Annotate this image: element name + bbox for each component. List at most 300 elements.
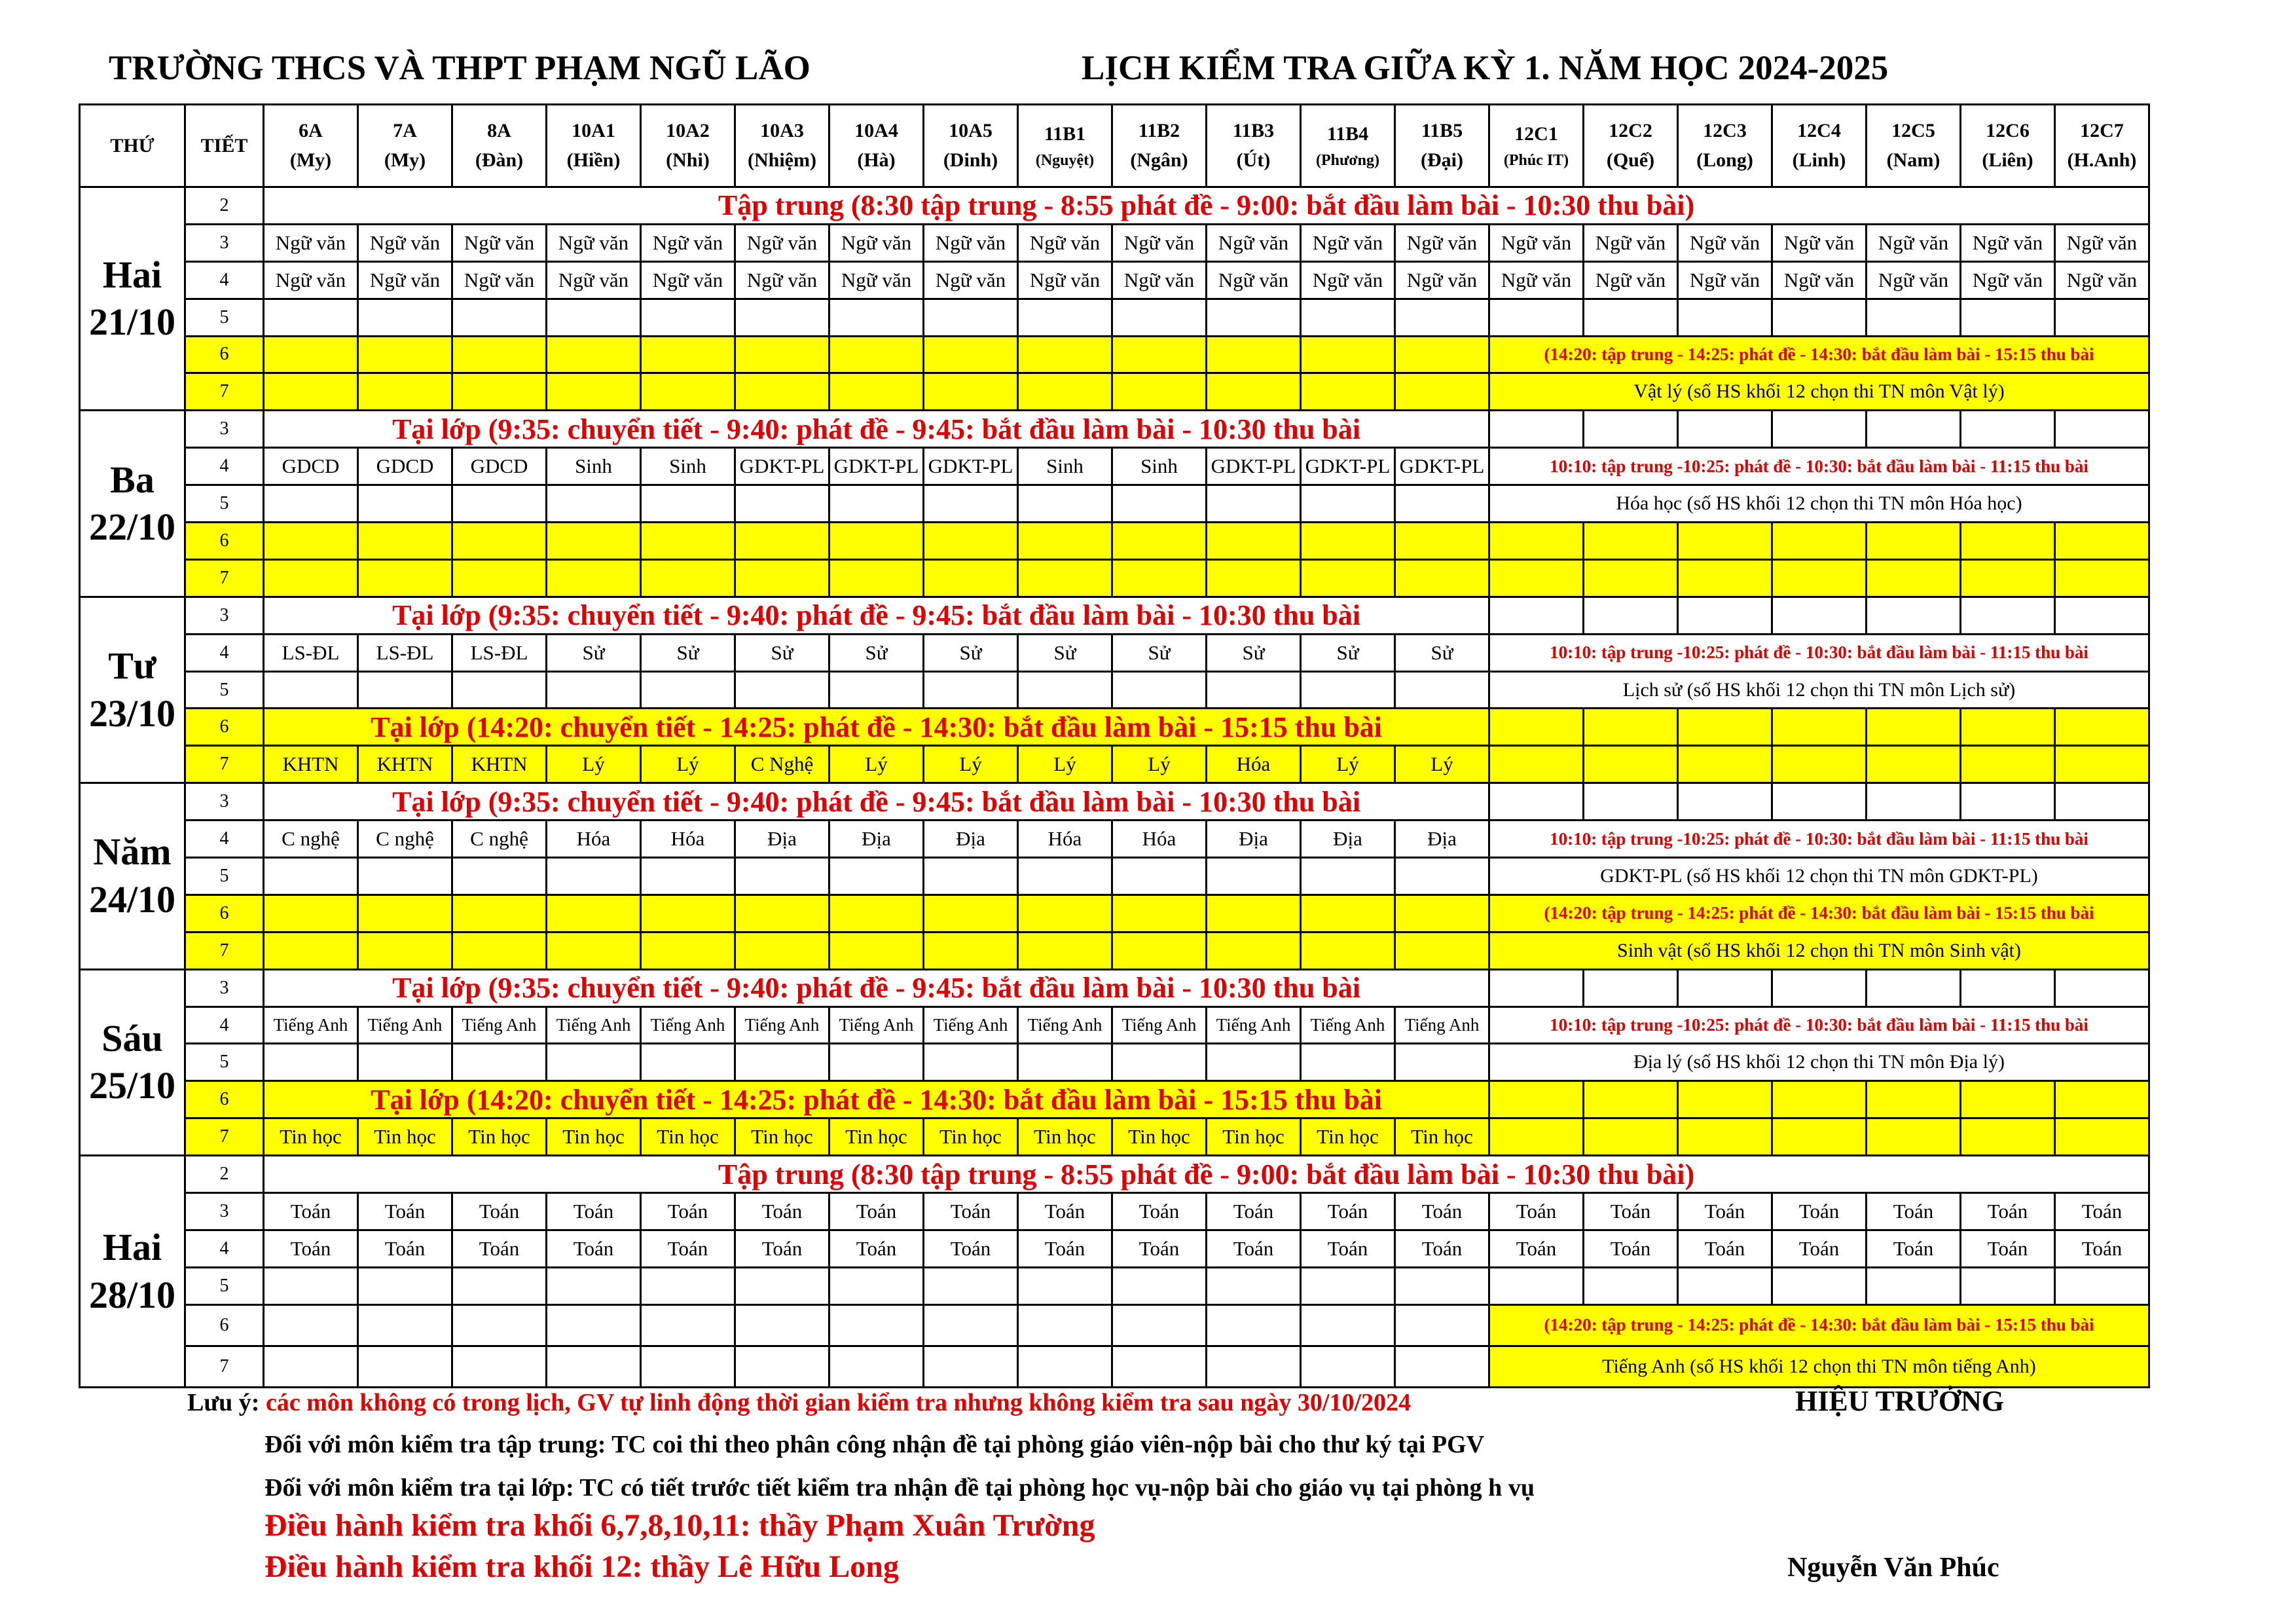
period-row <box>80 746 2149 783</box>
subject-cell: GDCD <box>358 448 452 485</box>
subject-cell <box>358 1267 452 1304</box>
subject-cell <box>735 336 829 373</box>
subject-cell <box>358 336 452 373</box>
subject-cell <box>1772 1081 1867 1118</box>
subject-cell: Lý <box>1301 746 1395 783</box>
class-header <box>452 105 547 187</box>
subject-cell <box>735 1346 829 1387</box>
period-row <box>80 187 2149 224</box>
subject-cell <box>1489 1267 1584 1304</box>
class-name: 11B4 <box>1326 122 1369 145</box>
subject-cell <box>924 1304 1018 1346</box>
subject-cell <box>1395 485 1489 523</box>
subject-cell <box>1961 709 2055 746</box>
subject-cell <box>452 1346 547 1387</box>
subject-cell <box>1678 523 1772 560</box>
session-banner: Tại lớp (14:20: chuyển tiết - 14:25: phát đề - 14:30: bắt đầu làm bài - 15:15 thu bài <box>264 1081 1489 1118</box>
subject-cell: Tiếng Anh <box>547 1006 641 1044</box>
subject-cell: Toán <box>2055 1230 2149 1267</box>
subject-cell: Toán <box>1301 1230 1395 1267</box>
subject-cell <box>641 523 735 560</box>
subject-cell: Ngữ văn <box>1772 224 1867 261</box>
subject-cell <box>547 485 641 523</box>
subject-cell <box>829 1304 924 1346</box>
day-name: Hai <box>102 1226 162 1269</box>
subject-cell <box>1395 523 1489 560</box>
subject-cell: Toán <box>1961 1230 2055 1267</box>
class-name: 11B1 <box>1044 122 1086 145</box>
subject-cell: Ngữ văn <box>924 261 1018 299</box>
subject-cell <box>829 895 924 932</box>
subject-cell <box>1018 299 1112 336</box>
subject-cell: Sử <box>829 634 924 671</box>
subject-cell: Sử <box>641 634 735 671</box>
subject-cell: Toán <box>1018 1230 1112 1267</box>
subject-cell: Ngữ văn <box>1678 224 1772 261</box>
subject-cell <box>924 373 1018 411</box>
subject-cell <box>1867 1267 1961 1304</box>
subject-cell <box>2055 597 2149 634</box>
subject-cell <box>1489 411 1584 448</box>
subject-cell: Toán <box>547 1193 641 1230</box>
subject-cell: Toán <box>1395 1230 1489 1267</box>
subject-cell <box>1772 523 1867 560</box>
subject-cell <box>924 858 1018 895</box>
period-row <box>80 373 2149 411</box>
subject-cell: Ngữ văn <box>264 224 358 261</box>
subject-cell: Hóa <box>1112 821 1207 858</box>
subject-cell <box>358 1304 452 1346</box>
school-name: TRƯỜNG THCS VÀ THPT PHẠM NGŨ LÃO <box>109 49 811 87</box>
subject-cell: GDKT-PL <box>735 448 829 485</box>
subject-cell <box>641 1304 735 1346</box>
class-teacher: (Linh) <box>1792 149 1846 172</box>
period-row <box>80 1267 2149 1304</box>
day-name: Năm <box>93 830 172 874</box>
subject-cell: Toán <box>924 1193 1018 1230</box>
subject-cell: Ngữ văn <box>1395 261 1489 299</box>
subject-cell: Toán <box>1772 1193 1867 1230</box>
subject-cell <box>1584 1081 1678 1118</box>
subject-cell <box>1018 1267 1112 1304</box>
subject-cell <box>1301 336 1395 373</box>
subject-cell <box>1207 336 1301 373</box>
subject-cell <box>2055 1267 2149 1304</box>
subject-cell <box>2055 523 2149 560</box>
subject-cell <box>1207 1267 1301 1304</box>
subject-cell: Ngữ văn <box>1584 261 1678 299</box>
subject-cell: Toán <box>1018 1193 1112 1230</box>
subject-cell: Ngữ văn <box>1301 224 1395 261</box>
subject-cell <box>1395 373 1489 411</box>
subject-cell <box>547 559 641 597</box>
subject-cell <box>452 932 547 969</box>
subject-cell: Toán <box>264 1193 358 1230</box>
subject-cell: Toán <box>829 1193 924 1230</box>
period-number: 6 <box>185 523 264 560</box>
subject-cell <box>829 336 924 373</box>
class-header <box>1112 105 1207 187</box>
subject-cell <box>358 299 452 336</box>
subject-cell <box>452 559 547 597</box>
day-name: Ba <box>110 458 155 501</box>
subject-cell: Toán <box>1112 1230 1207 1267</box>
subject-cell: Ngữ văn <box>452 224 547 261</box>
subject-cell: Ngữ văn <box>1961 261 2055 299</box>
subject-cell <box>1489 559 1584 597</box>
subject-cell: Toán <box>1112 1193 1207 1230</box>
subject-cell: GDKT-PL <box>924 448 1018 485</box>
subject-cell: Địa <box>829 821 924 858</box>
subject-cell <box>1207 671 1301 709</box>
note-label: Lưu ý: <box>187 1389 266 1416</box>
class-teacher: (My) <box>384 149 426 172</box>
subject-cell: Toán <box>1207 1230 1301 1267</box>
subject-cell <box>829 932 924 969</box>
class-teacher: (Nguyệt) <box>1035 151 1095 169</box>
subject-cell <box>1772 969 1867 1006</box>
subject-cell: Ngữ văn <box>1678 261 1772 299</box>
subject-cell: Tin học <box>1018 1118 1112 1156</box>
subject-cell <box>452 858 547 895</box>
subject-cell <box>452 671 547 709</box>
period-number: 3 <box>185 1193 264 1230</box>
subject-cell <box>1961 783 2055 821</box>
subject-cell <box>264 1267 358 1304</box>
class-header <box>1867 105 1961 187</box>
subject-cell: Ngữ văn <box>547 224 641 261</box>
subject-cell: GDKT-PL <box>1395 448 1489 485</box>
subject-cell <box>1112 671 1207 709</box>
subject-cell <box>1584 597 1678 634</box>
subject-cell: Sử <box>1112 634 1207 671</box>
subject-cell <box>1772 1267 1867 1304</box>
period-number: 7 <box>185 932 264 969</box>
subject-cell: Sử <box>1395 634 1489 671</box>
subject-cell <box>1112 373 1207 411</box>
subject-cell <box>1678 411 1772 448</box>
class-teacher: (Dinh) <box>943 149 998 172</box>
subject-cell: LS-ĐL <box>358 634 452 671</box>
subject-cell: Ngữ văn <box>358 261 452 299</box>
subject-cell: Ngữ văn <box>1018 224 1112 261</box>
subject-cell <box>358 523 452 560</box>
period-row <box>80 1118 2149 1156</box>
subject-cell <box>1961 559 2055 597</box>
subject-cell: Ngữ văn <box>547 261 641 299</box>
subject-cell <box>641 932 735 969</box>
subject-cell: Tin học <box>1301 1118 1395 1156</box>
subject-cell <box>547 336 641 373</box>
subject-cell <box>358 485 452 523</box>
subject-cell: Ngữ văn <box>735 261 829 299</box>
subject-cell <box>1678 559 1772 597</box>
session-banner: Tập trung (8:30 tập trung - 8:55 phát đề - 9:00: bắt đầu làm bài - 10:30 thu bài) <box>264 187 2149 224</box>
subject-cell: Tin học <box>924 1118 1018 1156</box>
subject-cell: Lý <box>1395 746 1489 783</box>
period-row <box>80 969 2149 1006</box>
subject-cell: Ngữ văn <box>641 224 735 261</box>
subject-cell: Tin học <box>735 1118 829 1156</box>
subject-cell: Tin học <box>1207 1118 1301 1156</box>
subject-cell <box>1678 299 1772 336</box>
class-name: 12C4 <box>1797 120 1841 142</box>
subject-cell: Ngữ văn <box>2055 224 2149 261</box>
subject-cell: Ngữ văn <box>1584 224 1678 261</box>
subject-cell <box>452 373 547 411</box>
subject-cell <box>829 523 924 560</box>
subject-cell: Sử <box>1018 634 1112 671</box>
subject-cell <box>924 895 1018 932</box>
subject-cell <box>358 373 452 411</box>
grade12-timing-note: 10:10: tập trung -10:25: phát đề - 10:30: bắt đầu làm bài - 11:15 thu bài <box>1489 1006 2149 1044</box>
subject-cell <box>1678 1081 1772 1118</box>
subject-cell <box>2055 299 2149 336</box>
period-number: 7 <box>185 1118 264 1156</box>
subject-cell: Tin học <box>1395 1118 1489 1156</box>
grade12-subject-note: Vật lý (số HS khối 12 chọn thi TN môn Vật lý) <box>1489 373 2149 411</box>
subject-cell: Sinh <box>641 448 735 485</box>
period-row <box>80 1304 2149 1346</box>
period-number: 6 <box>185 1304 264 1346</box>
subject-cell <box>1301 895 1395 932</box>
period-number: 5 <box>185 858 264 895</box>
subject-cell <box>1301 858 1395 895</box>
period-row <box>80 1193 2149 1230</box>
col-header-day: THỨ <box>80 105 185 187</box>
subject-cell <box>1207 559 1301 597</box>
subject-cell <box>264 336 358 373</box>
subject-cell <box>264 932 358 969</box>
subject-cell: Hóa <box>641 821 735 858</box>
subject-cell <box>264 858 358 895</box>
subject-cell <box>735 895 829 932</box>
subject-cell <box>1112 1044 1207 1081</box>
subject-cell <box>1301 1267 1395 1304</box>
subject-cell <box>1395 858 1489 895</box>
subject-cell <box>547 1267 641 1304</box>
subject-cell: Ngữ văn <box>641 261 735 299</box>
subject-cell: Địa <box>924 821 1018 858</box>
subject-cell: Toán <box>1207 1193 1301 1230</box>
subject-cell: KHTN <box>358 746 452 783</box>
subject-cell <box>264 671 358 709</box>
subject-cell: C nghệ <box>264 821 358 858</box>
session-banner: Tại lớp (9:35: chuyển tiết - 9:40: phát đề - 9:45: bắt đầu làm bài - 10:30 thu bài <box>264 783 1489 821</box>
subject-cell: Tin học <box>829 1118 924 1156</box>
subject-cell <box>1961 969 2055 1006</box>
period-number: 7 <box>185 746 264 783</box>
subject-cell <box>829 1346 924 1387</box>
subject-cell <box>1678 969 1772 1006</box>
subject-cell: Tiếng Anh <box>1301 1006 1395 1044</box>
principal-name: Nguyễn Văn Phúc <box>1787 1553 1999 1583</box>
subject-cell: Tin học <box>641 1118 735 1156</box>
subject-cell <box>358 932 452 969</box>
subject-cell: Toán <box>1489 1193 1584 1230</box>
subject-cell: Sử <box>735 634 829 671</box>
subject-cell: Tiếng Anh <box>1207 1006 1301 1044</box>
subject-cell <box>1867 411 1961 448</box>
subject-cell <box>1018 559 1112 597</box>
period-number: 3 <box>185 224 264 261</box>
period-number: 7 <box>185 559 264 597</box>
coordinator-grade-12: Điều hành kiểm tra khối 12: thầy Lê Hữu Long <box>264 1549 899 1584</box>
subject-cell <box>1207 299 1301 336</box>
subject-cell <box>829 559 924 597</box>
subject-cell <box>547 932 641 969</box>
day-date: 22/10 <box>88 506 176 549</box>
subject-cell <box>1301 671 1395 709</box>
grade12-timing-note: 10:10: tập trung -10:25: phát đề - 10:30: bắt đầu làm bài - 11:15 thu bài <box>1489 821 2149 858</box>
subject-cell <box>1489 783 1584 821</box>
subject-cell <box>1112 932 1207 969</box>
subject-cell: C nghệ <box>358 821 452 858</box>
day-name: Hai <box>102 253 162 296</box>
subject-cell <box>547 1044 641 1081</box>
subject-cell: LS-ĐL <box>264 634 358 671</box>
subject-cell: C nghệ <box>452 821 547 858</box>
subject-cell <box>641 336 735 373</box>
subject-cell <box>452 895 547 932</box>
subject-cell: Toán <box>2055 1193 2149 1230</box>
period-number: 7 <box>185 373 264 411</box>
subject-cell: Toán <box>1867 1193 1961 1230</box>
period-row <box>80 634 2149 671</box>
subject-cell <box>1395 1267 1489 1304</box>
period-row <box>80 261 2149 299</box>
period-row <box>80 1230 2149 1267</box>
subject-cell <box>829 858 924 895</box>
subject-cell <box>1018 1044 1112 1081</box>
subject-cell <box>1301 523 1395 560</box>
subject-cell <box>1395 299 1489 336</box>
subject-cell: Địa <box>1301 821 1395 858</box>
day-name: Tư <box>108 644 156 687</box>
subject-cell <box>452 299 547 336</box>
subject-cell <box>547 373 641 411</box>
subject-cell <box>1489 299 1584 336</box>
subject-cell <box>264 373 358 411</box>
class-teacher: (Quế) <box>1606 149 1655 172</box>
subject-cell <box>1395 1346 1489 1387</box>
subject-cell <box>452 336 547 373</box>
subject-cell: Toán <box>641 1230 735 1267</box>
day-date: 21/10 <box>88 301 176 344</box>
subject-cell <box>735 1267 829 1304</box>
principal-title: HIỆU TRƯỞNG <box>1795 1385 2005 1417</box>
subject-cell <box>1301 1304 1395 1346</box>
subject-cell: Ngữ văn <box>1772 261 1867 299</box>
subject-cell <box>1584 746 1678 783</box>
subject-cell <box>1678 1267 1772 1304</box>
subject-cell <box>1395 1304 1489 1346</box>
subject-cell <box>829 1267 924 1304</box>
central-exam-instruction: Đối với môn kiểm tra tập trung: TC coi thi theo phân công nhận đề tại phòng giáo viên-nộp bài cho thư ký tại PGV <box>264 1431 1485 1458</box>
subject-cell <box>1207 1044 1301 1081</box>
subject-cell: Toán <box>452 1193 547 1230</box>
subject-cell: Sử <box>1301 634 1395 671</box>
coordinator-grades-6-11: Điều hành kiểm tra khối 6,7,8,10,11: thầy Phạm Xuân Trường <box>264 1508 1095 1543</box>
subject-cell <box>2055 559 2149 597</box>
period-number: 7 <box>185 1346 264 1387</box>
period-row <box>80 821 2149 858</box>
class-teacher: (Nam) <box>1886 149 1941 172</box>
subject-cell <box>264 895 358 932</box>
day-cell <box>80 783 185 969</box>
day-cell <box>80 1156 185 1388</box>
subject-cell: Toán <box>547 1230 641 1267</box>
grade12-subject-note: Sinh vật (số HS khối 12 chọn thi TN môn Sinh vật) <box>1489 932 2149 969</box>
class-teacher: (Phương) <box>1315 151 1380 169</box>
subject-cell <box>1961 746 2055 783</box>
subject-cell <box>1489 1118 1584 1156</box>
subject-cell <box>452 1304 547 1346</box>
subject-cell <box>735 559 829 597</box>
subject-cell <box>1018 373 1112 411</box>
subject-cell: Tiếng Anh <box>829 1006 924 1044</box>
subject-cell: GDCD <box>264 448 358 485</box>
subject-cell: Toán <box>1678 1230 1772 1267</box>
subject-cell <box>1112 858 1207 895</box>
period-number: 6 <box>185 1081 264 1118</box>
class-header <box>1018 105 1112 187</box>
subject-cell <box>1301 485 1395 523</box>
period-number: 4 <box>185 821 264 858</box>
session-banner: Tại lớp (9:35: chuyển tiết - 9:40: phát đề - 9:45: bắt đầu làm bài - 10:30 thu bài <box>264 411 1489 448</box>
class-name: 12C7 <box>2080 120 2124 142</box>
subject-cell <box>1489 746 1584 783</box>
subject-cell <box>735 299 829 336</box>
subject-cell: Sử <box>1207 634 1301 671</box>
period-row <box>80 448 2149 485</box>
subject-cell <box>1301 1044 1395 1081</box>
grade12-subject-note: Địa lý (số HS khối 12 chọn thi TN môn Địa lý) <box>1489 1044 2149 1081</box>
period-row <box>80 671 2149 709</box>
grade12-subject-note: Hóa học (số HS khối 12 chọn thi TN môn Hóa học) <box>1489 485 2149 523</box>
subject-cell <box>2055 783 2149 821</box>
subject-cell <box>1395 1044 1489 1081</box>
class-teacher: (Hiền) <box>566 149 621 172</box>
subject-cell <box>1678 1118 1772 1156</box>
period-row <box>80 411 2149 448</box>
subject-cell: Toán <box>1395 1193 1489 1230</box>
subject-cell <box>1395 895 1489 932</box>
subject-cell <box>1489 709 1584 746</box>
subject-cell <box>452 1044 547 1081</box>
subject-cell <box>264 485 358 523</box>
subject-cell <box>1867 597 1961 634</box>
subject-cell: Ngữ văn <box>829 261 924 299</box>
subject-cell: Sinh <box>547 448 641 485</box>
period-row <box>80 932 2149 969</box>
class-header <box>735 105 829 187</box>
subject-cell <box>1772 299 1867 336</box>
class-name: 7A <box>393 120 417 142</box>
subject-cell <box>1112 299 1207 336</box>
period-number: 3 <box>185 597 264 634</box>
subject-cell <box>1584 783 1678 821</box>
subject-cell <box>1112 336 1207 373</box>
subject-cell: Địa <box>1207 821 1301 858</box>
subject-cell <box>1395 559 1489 597</box>
subject-cell <box>1678 746 1772 783</box>
day-name: Sáu <box>101 1016 163 1060</box>
subject-cell <box>1301 299 1395 336</box>
subject-cell <box>924 1044 1018 1081</box>
subject-cell <box>1112 485 1207 523</box>
subject-cell <box>924 671 1018 709</box>
